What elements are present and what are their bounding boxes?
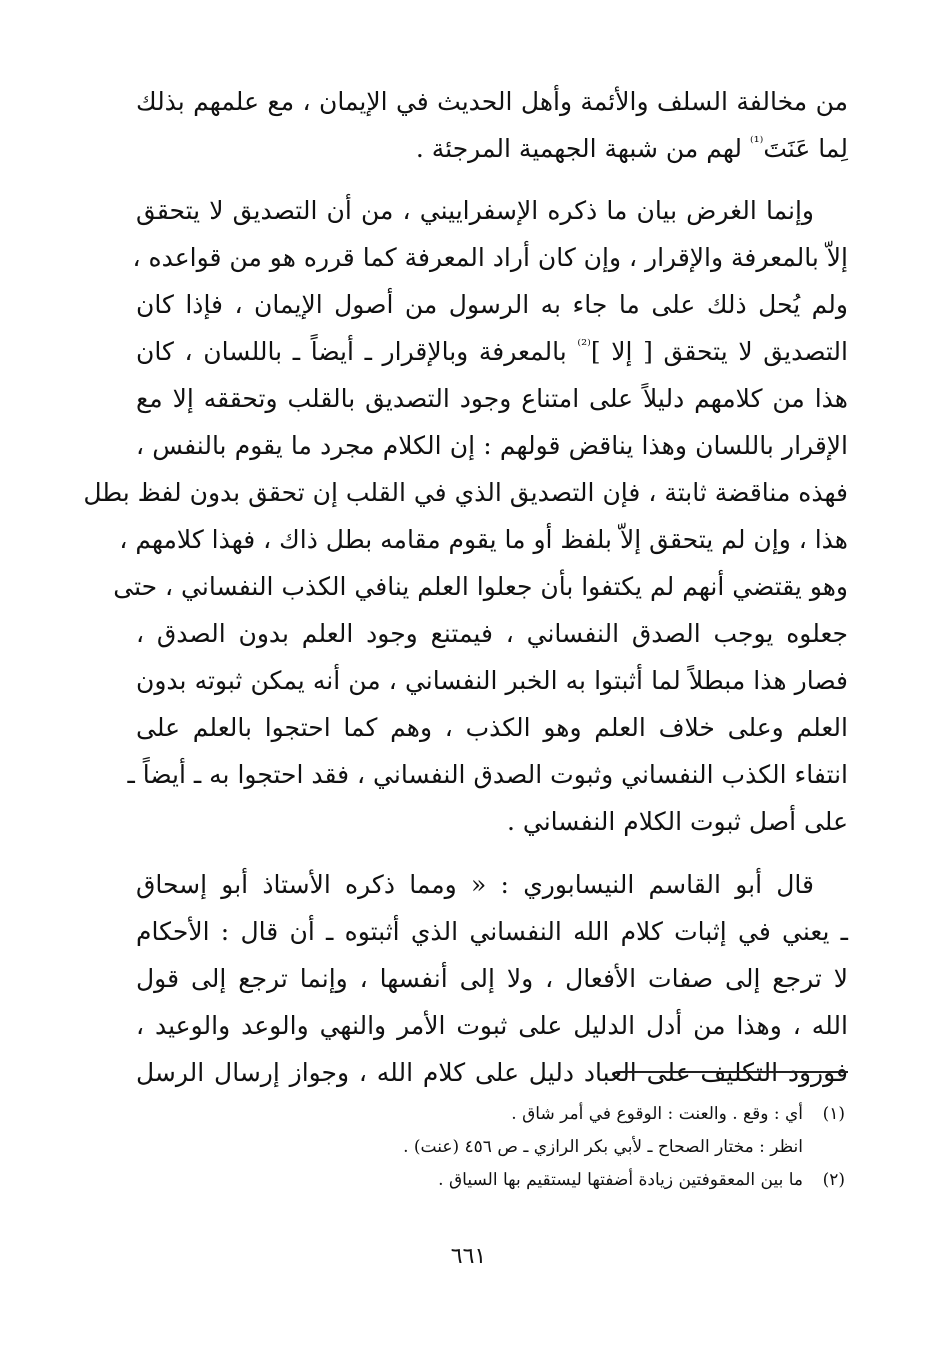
text-line: الإقرار باللسان وهذا يناقض قولهم : إن الكلام مجرد ما يقوم بالنفس ،	[136, 431, 848, 460]
footnote-2	[165, 1164, 845, 1197]
footnote-text: انظر : مختار الصحاح ـ لأبي بكر الرازي ـ ص ٤٥٦ (عنت) .	[403, 1137, 803, 1157]
footnote-number: (١)	[822, 1104, 845, 1124]
footnotes	[165, 1098, 845, 1197]
text-line: لا ترجع إلى صفات الأفعال ، ولا إلى أنفسها ، وإنما ترجع إلى قول	[136, 964, 848, 993]
footnote-1	[165, 1098, 845, 1131]
footnote-text: أي : وقع . والعنت : الوقوع في أمر شاق .	[511, 1104, 803, 1124]
footnote-text: ما بين المعقوفتين زيادة أضفتها ليستقيم بها السياق .	[438, 1170, 803, 1190]
text-line: هذا ، وإن لم يتحقق إلاّ بلفظ أو ما يقوم مقامه بطل ذاك ، فهذا كلامهم ،	[119, 525, 848, 554]
paragraph-2	[83, 187, 848, 845]
footnote-marker: ⁽¹⁾	[749, 133, 764, 151]
footnote-number: (٢)	[822, 1170, 845, 1190]
page-number: ٦٦١	[450, 1244, 487, 1269]
text-line: ـ يعني في إثبات كلام الله النفساني الذي أثبتوه ـ أن قال : الأحكام	[136, 917, 848, 946]
text-line: التصديق لا يتحقق [ إلا ]$^{^{(2)}}$ بالمعرفة وبالإقرار ـ أيضاً ـ باللسان ، كان	[136, 336, 848, 366]
text-line: العلم وعلى خلاف العلم وهو الكذب ، وهم كما احتجوا بالعلم على	[136, 713, 848, 742]
text-line: انتفاء الكذب النفساني وثبوت الصدق النفساني ، فقد احتجوا به ـ أيضاً ـ	[127, 760, 848, 789]
text-line: جعلوه يوجب الصدق النفساني ، فيمتنع وجود العلم بدون الصدق ،	[136, 619, 848, 648]
paragraph-3	[136, 861, 848, 1096]
text-line: هذا من كلامهم دليلاً على امتناع وجود التصديق بالقلب وتحققه إلا مع	[136, 384, 848, 413]
text-line: لِما عَنَتَ$^{^{(1)}}$ لهم من شبهة الجهمية المرجئة .	[415, 133, 848, 163]
footnote-marker: ⁽²⁾	[577, 336, 591, 354]
text-line: قال أبو القاسم النيسابوري : « ومما ذكره الأستاذ أبو إسحاق	[136, 870, 814, 899]
text-line: وإنما الغرض بيان ما ذكره الإسفراييني ، من أن التصديق لا يتحقق	[136, 196, 815, 225]
text-line: ولم يُحل ذلك على ما جاء به الرسول من أصول الإيمان ، فإذا كان	[136, 290, 848, 319]
text-line: من مخالفة السلف والأئمة وأهل الحديث في الإيمان ، مع علمهم بذلك	[136, 87, 848, 116]
footnote-separator	[616, 1071, 848, 1073]
text-line: إلاّ بالمعرفة والإقرار ، وإن كان أراد المعرفة كما قرره هو من قواعده ،	[132, 243, 848, 272]
text-line: فورود التكليف على العباد دليل على كلام الله ، وجواز إرسال الرسل	[136, 1058, 848, 1087]
text-line: على أصل ثبوت الكلام النفساني .	[506, 807, 848, 836]
text-line: وهو يقتضي أنهم لم يكتفوا بأن جعلوا العلم ينافي الكذب النفساني ، حتى	[113, 572, 848, 601]
text-line: فهذه مناقضة ثابتة ، فإن التصديق الذي في القلب إن تحقق بدون لفظ بطل	[83, 478, 848, 507]
text-line: فصار هذا مبطلاً لما أثبتوا به الخبر النفساني ، من أنه يمكن ثبوته بدون	[136, 666, 848, 695]
text-line: الله ، وهذا من أدل الدليل على ثبوت الأمر والنهي والوعد والوعيد ،	[136, 1011, 848, 1040]
paragraph-1	[136, 78, 848, 172]
main-text	[83, 78, 848, 1096]
footnote-1-continued	[165, 1131, 845, 1164]
